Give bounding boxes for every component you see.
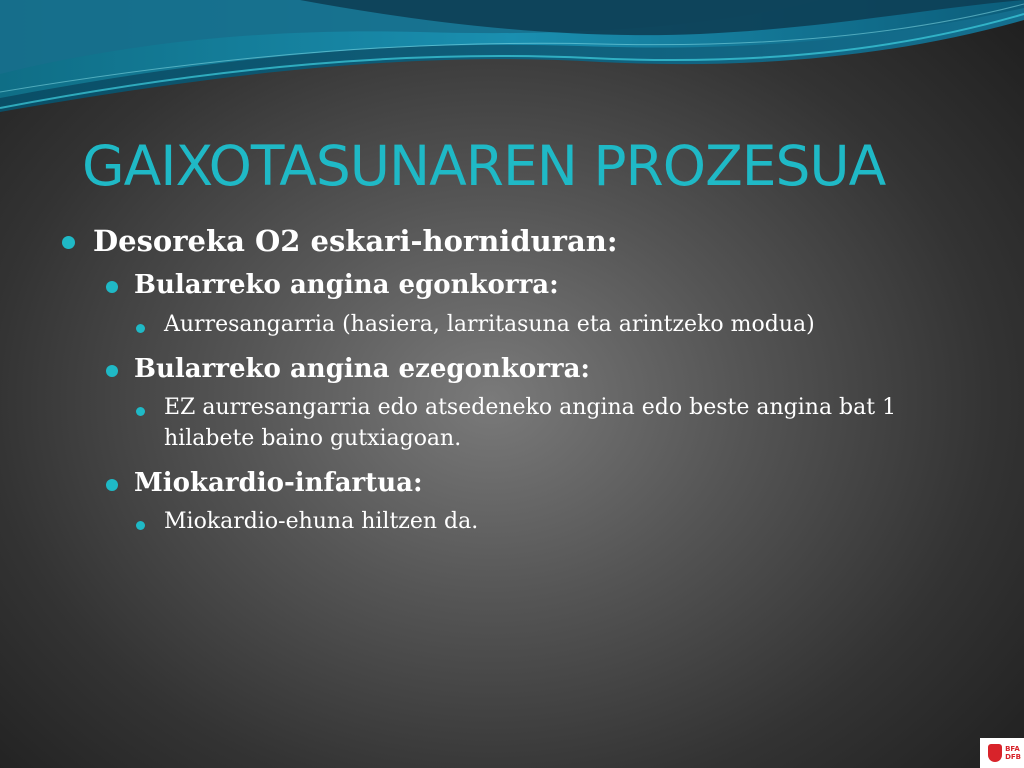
bullet-icon — [136, 407, 145, 416]
bullet-icon — [62, 236, 75, 249]
bullet-list — [62, 223, 982, 550]
bullet-text: Bularreko angina ezegonkorra: — [134, 353, 591, 384]
bullet-icon — [106, 281, 118, 293]
bullet-item-level-3 — [136, 507, 944, 538]
bullet-text: Aurresangarria (hasiera, larritasuna eta arintzeko modua) — [164, 311, 815, 337]
bullet-item-level-2 — [106, 467, 982, 500]
bullet-icon — [106, 479, 118, 491]
bullet-icon — [106, 365, 118, 377]
bullet-item-level-3 — [136, 310, 944, 341]
logo-emblem-icon — [988, 744, 1002, 762]
bullet-item-level-3 — [136, 393, 944, 455]
bullet-item-level-2 — [106, 269, 982, 302]
bullet-text: Miokardio-infartua: — [134, 467, 423, 498]
bfa-dfb-logo — [980, 738, 1024, 768]
logo-text: BFA DFB — [1005, 745, 1021, 761]
bullet-item-level-1 — [62, 223, 982, 259]
bullet-icon — [136, 521, 145, 530]
slide-title: GAIXOTASUNAREN PROZESUA — [82, 134, 886, 198]
bullet-text: Miokardio-ehuna hiltzen da. — [164, 509, 479, 535]
bullet-text: Bularreko angina egonkorra: — [134, 270, 559, 301]
bullet-text: Desoreka O2 eskari-horniduran: — [93, 224, 618, 258]
bullet-item-level-2 — [106, 353, 982, 386]
decorative-waves — [0, 0, 1024, 120]
bullet-icon — [136, 324, 145, 333]
bullet-text: EZ aurresangarria edo atsedeneko angina edo beste angina bat 1 hilabete baino gutxiagoan. — [164, 395, 897, 451]
